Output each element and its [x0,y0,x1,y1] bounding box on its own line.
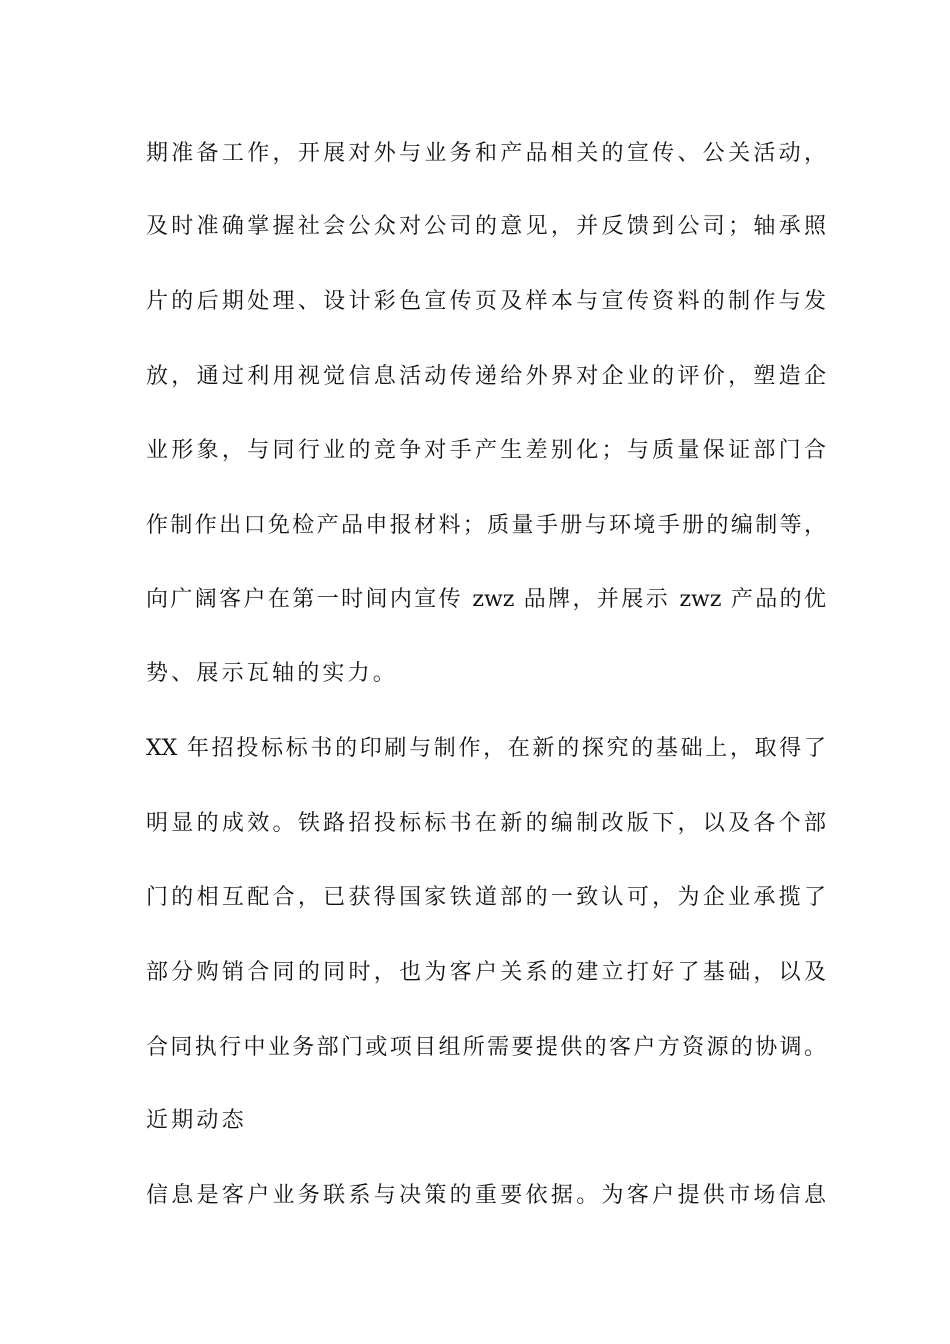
paragraph-line-12: 部分购销合同的同时，也为客户关系的建立打好了基础，以及 [146,960,826,985]
paragraph-line-5: 业形象，与同行业的竞争对手产生差别化；与质量保证部门合 [146,438,826,463]
paragraph-line-10: 明显的成效。铁路招投标标书在新的编制改版下，以及各个部 [146,811,826,836]
section-heading: 近期动态 [146,1108,247,1133]
paragraph-line-11: 门的相互配合，已获得国家铁道部的一致认可，为企业承揽了 [146,885,826,910]
paragraph-line-7: 向广阔客户在第一时间内宣传 zwz 品牌，并展示 zwz 产品的优 [146,587,826,612]
paragraph-line-15: 信息是客户业务联系与决策的重要依据。为客户提供市场信息 [146,1183,826,1208]
paragraph-line-1: 期准备工作，开展对外与业务和产品相关的宣传、公关活动， [146,141,826,166]
paragraph-line-4: 放，通过利用视觉信息活动传递给外界对企业的评价，塑造企 [146,364,826,389]
paragraph-line-3: 片的后期处理、设计彩色宣传页及样本与宣传资料的制作与发 [146,289,826,314]
paragraph-line-13: 合同执行中业务部门或项目组所需要提供的客户方资源的协调。 [146,1035,826,1060]
paragraph-line-8: 势、展示瓦轴的实力。 [146,661,399,686]
paragraph-line-2: 及时准确掌握社会公众对公司的意见，并反馈到公司；轴承照 [146,214,826,239]
paragraph-line-6: 作制作出口免检产品申报材料；质量手册与环境手册的编制等， [146,513,826,538]
paragraph-line-9: XX 年招投标标书的印刷与制作，在新的探究的基础上，取得了 [146,736,826,761]
